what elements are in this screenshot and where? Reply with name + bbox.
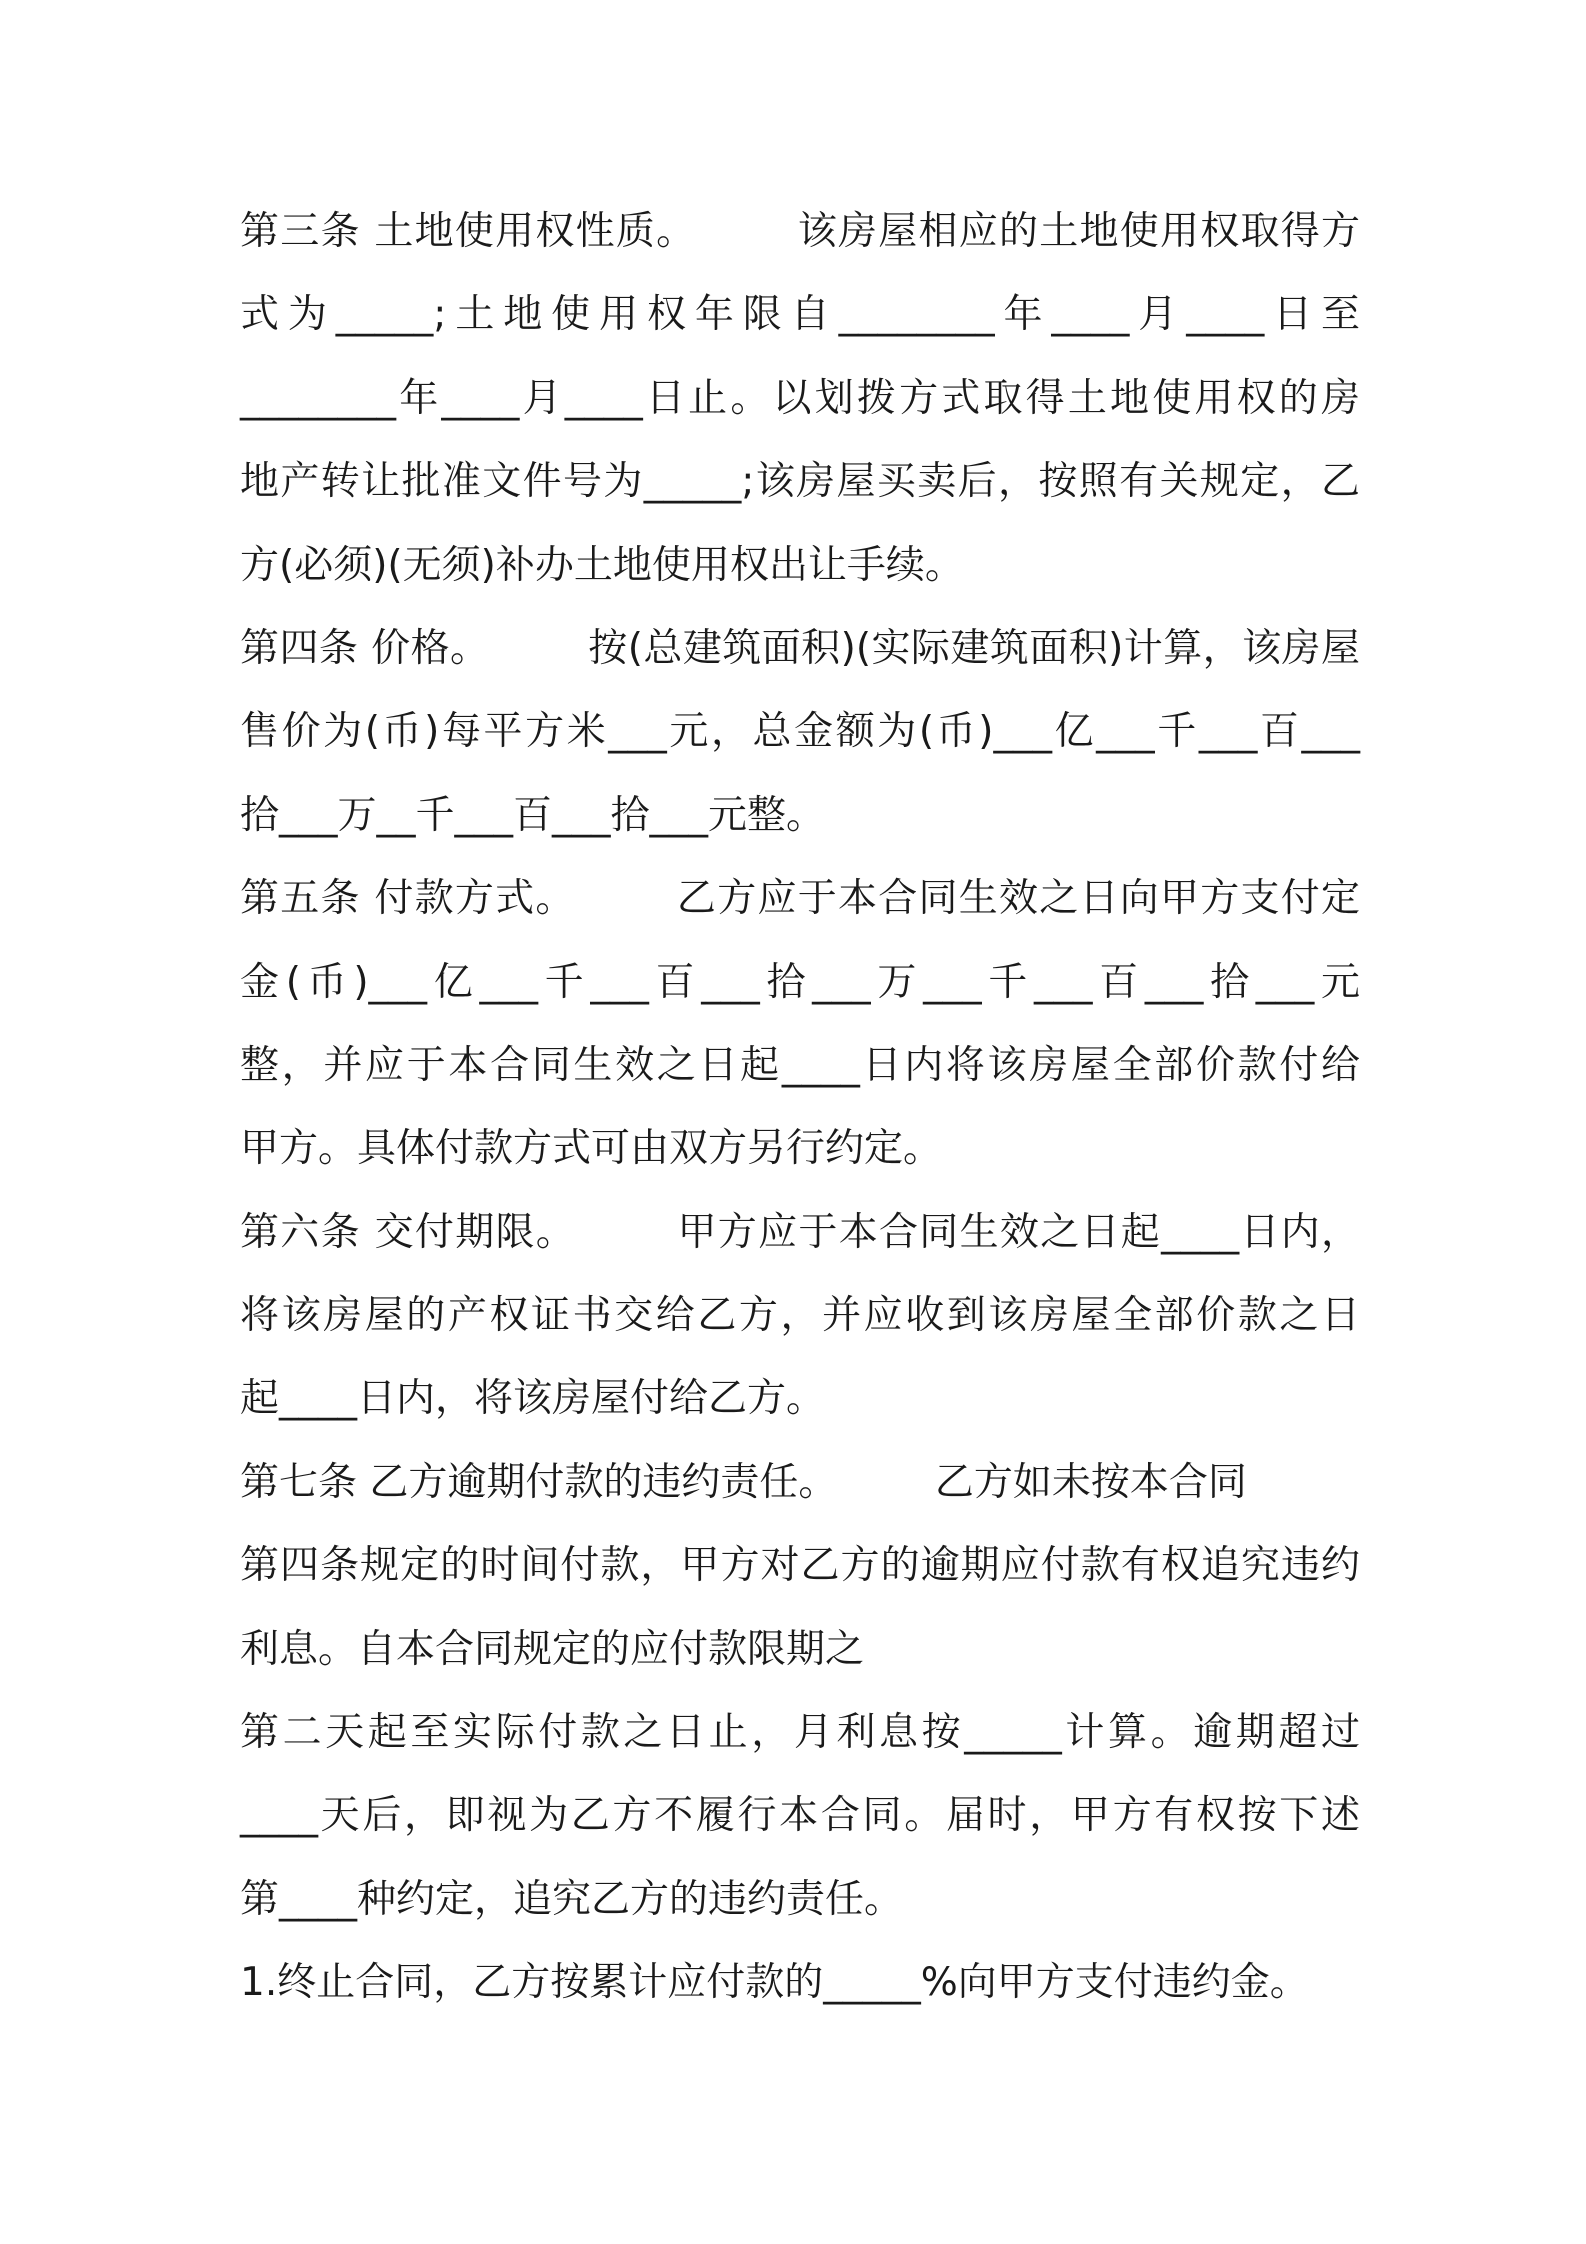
clause-5-line-3: 整，并应于本合同生效之日起____日内将该房屋全部价款付给 xyxy=(240,1042,1360,1088)
clause-3-line-4: 地产转让批准文件号为_____;该房屋买卖后，按照有关规定，乙 xyxy=(240,459,1360,505)
clause-7-line-1: 第七条 乙方逾期付款的违约责任。 乙方如未按本合同 xyxy=(240,1459,1247,1505)
clause-6-line-1: 第六条 交付期限。 甲方应于本合同生效之日起____日内， xyxy=(240,1209,1360,1255)
clause-7-item-1: 1.终止合同，乙方按累计应付款的_____%向甲方支付违约金。 xyxy=(240,1960,1309,2006)
clause-6-line-3: 起____日内，将该房屋付给乙方。 xyxy=(240,1376,826,1422)
clause-3-line-5: 方(必须)(无须)补办土地使用权出让手续。 xyxy=(240,542,964,588)
contract-body xyxy=(240,190,1360,2025)
clause-6-line-2: 将该房屋的产权证书交给乙方，并应收到该房屋全部价款之日 xyxy=(240,1293,1360,1339)
clause-7-line-6: 第____种约定，追究乙方的违约责任。 xyxy=(240,1876,904,1922)
clause-4-line-1: 第四条 价格。 按(总建筑面积)(实际建筑面积)计算，该房屋 xyxy=(240,625,1360,671)
clause-3-line-3: ________年____月____日止。以划拨方式取得土地使用权的房 xyxy=(240,375,1360,421)
clause-5-line-2: 金(币)___亿___千___百___拾___万___千___百___拾___元 xyxy=(240,959,1360,1005)
clause-7-line-4: 第二天起至实际付款之日止，月利息按_____计算。逾期超过 xyxy=(240,1710,1360,1756)
clause-5-line-1: 第五条 付款方式。 乙方应于本合同生效之日向甲方支付定 xyxy=(240,876,1360,922)
clause-5-line-4: 甲方。具体付款方式可由双方另行约定。 xyxy=(240,1126,943,1172)
clause-3-line-2: 式为_____;土地使用权年限自________年____月____日至 xyxy=(240,292,1360,338)
clause-7-line-2: 第四条规定的时间付款，甲方对乙方的逾期应付款有权追究违约 xyxy=(240,1543,1360,1589)
clause-7-line-3: 利息。自本合同规定的应付款限期之 xyxy=(240,1626,865,1672)
clause-4-line-3: 拾___万__千___百___拾___元整。 xyxy=(240,792,826,838)
clause-3-line-1: 第三条 土地使用权性质。 该房屋相应的土地使用权取得方 xyxy=(240,209,1360,254)
clause-7-line-5: ____天后，即视为乙方不履行本合同。届时，甲方有权按下述 xyxy=(240,1793,1360,1839)
clause-4-line-2: 售价为(币)每平方米___元，总金额为(币)___亿___千___百___ xyxy=(240,709,1360,755)
